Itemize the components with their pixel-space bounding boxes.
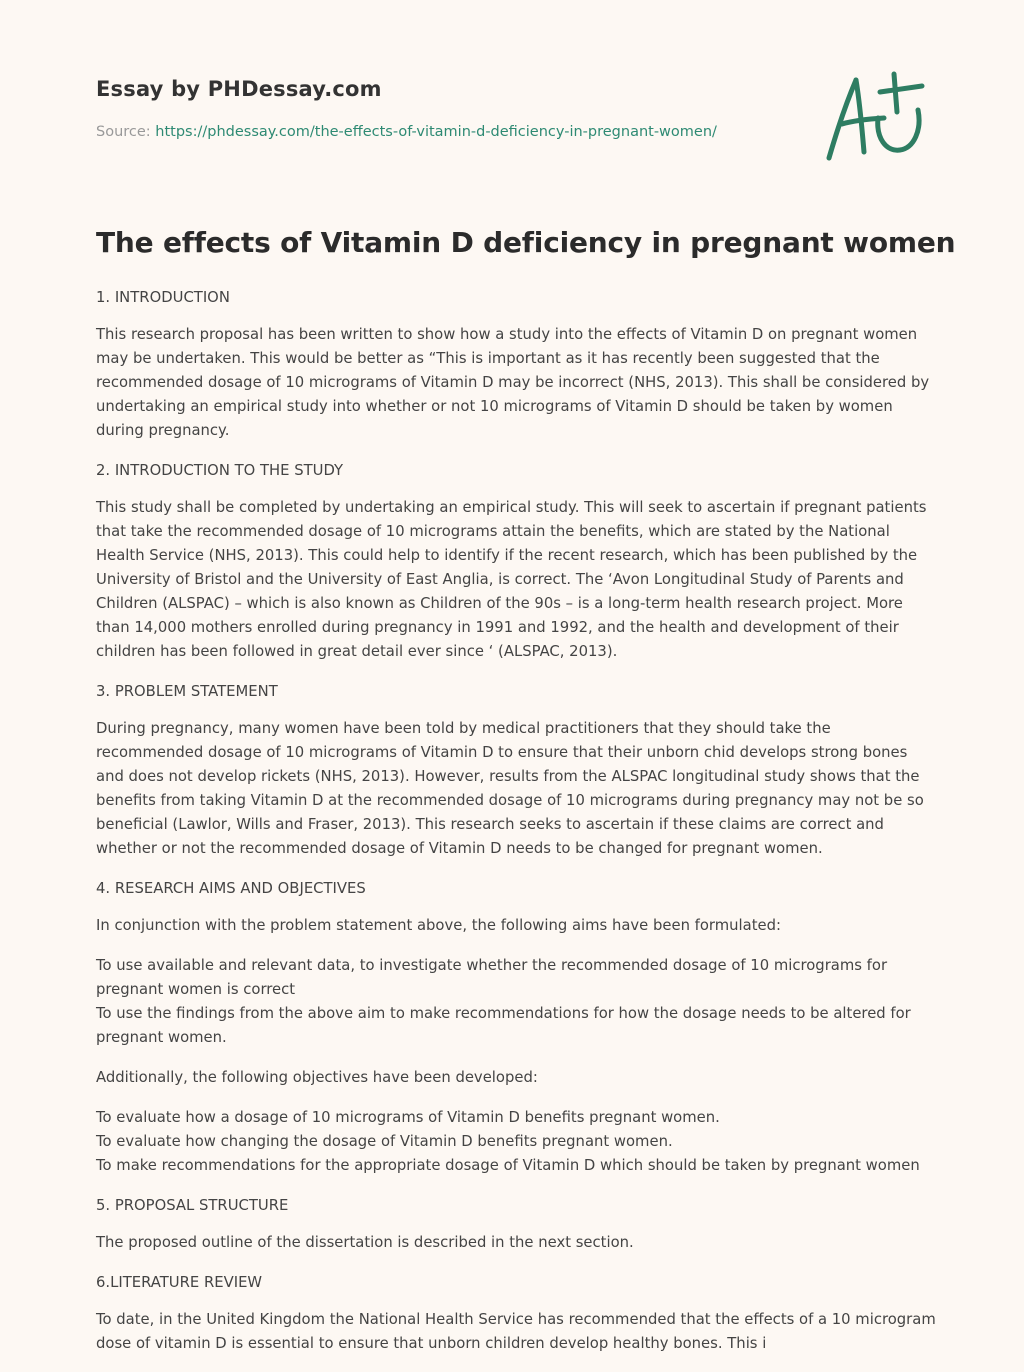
section-heading-literature-review: 6.LITERATURE REVIEW xyxy=(96,1274,263,1291)
source-link[interactable]: https://phdessay.com/the-effects-of-vitamin-d-deficiency-in-pregnant-women/ xyxy=(155,124,717,140)
aims-list xyxy=(96,954,936,1050)
list-item: To use available and relevant data, to investigate whether the recommended dosage of 10 micrograms for pregnant women is correct xyxy=(96,957,888,998)
section-heading-aims-objectives: 4. RESEARCH AIMS AND OBJECTIVES xyxy=(96,880,366,897)
section-heading-proposal-structure: 5. PROPOSAL STRUCTURE xyxy=(96,1197,289,1214)
paragraph: This research proposal has been written to show how a study into the effects of Vitamin D on pregnant women may be undertaken. This would be better as “This is important as it has recently been suggested that the recommended dosage of 10 micrograms of Vitamin D may be incorrect (NHS, 2013). This shall be considered by undertaking an empirical study into whether or not 10 micrograms of Vitamin D should be taken by women during pregnancy. xyxy=(96,326,930,439)
paragraph: During pregnancy, many women have been told by medical practitioners that they should take the recommended dosage of 10 micrograms of Vitamin D to ensure that their unborn chid develops strong bones and does not develop rickets (NHS, 2013). However, results from the ALSPAC longitudinal study shows that the benefits from taking Vitamin D at the recommended dosage of 10 micrograms during pregnancy may not be so beneficial (Lawlor, Wills and Fraser, 2013). This research seeks to ascertain if these claims are correct and whether or not the recommended dosage of Vitamin D needs to be changed for pregnant women. xyxy=(96,720,924,857)
section-heading-problem-statement: 3. PROBLEM STATEMENT xyxy=(96,683,278,700)
list-item: To make recommendations for the appropriate dosage of Vitamin D which should be taken by pregnant women xyxy=(96,1157,920,1174)
source-line xyxy=(96,124,717,140)
paragraph: To date, in the United Kingdom the National Health Service has recommended that the effects of a 10 microgram dose of vitamin D is essential to ensure that unborn children develop healthy bones. This i xyxy=(96,1311,936,1352)
section-heading-introduction: 1. INTRODUCTION xyxy=(96,289,230,306)
paragraph: This study shall be completed by undertaking an empirical study. This will seek to ascertain if pregnant patients that take the recommended dosage of 10 micrograms attain the benefits, which are stated by the National Health Service (NHS, 2013). This could help to identify if the recent research, which has been published by the University of Bristol and the University of East Anglia, is correct. The ‘Avon Longitudinal Study of Parents and Children (ALSPAC) – which is also known as Children of the 90s – is a long-term health research project. More than 14,000 mothers enrolled during pregnancy in 1991 and 1992, and the health and development of their children has been followed in great detail ever since ‘ (ALSPAC, 2013). xyxy=(96,499,927,660)
objectives-list xyxy=(96,1106,936,1178)
source-label: Source: xyxy=(96,124,151,140)
section-heading-introduction-to-study: 2. INTRODUCTION TO THE STUDY xyxy=(96,462,344,479)
paragraph: In conjunction with the problem statement above, the following aims have been formulated: xyxy=(96,917,781,934)
essay-title: The effects of Vitamin D deficiency in pregnant women xyxy=(96,226,956,259)
list-item: To use the findings from the above aim to make recommendations for how the dosage needs to be altered for pregnant women. xyxy=(96,1005,911,1046)
paragraph: The proposed outline of the dissertation is described in the next section. xyxy=(96,1234,634,1251)
site-title: Essay by PHDessay.com xyxy=(96,77,382,101)
essay-body xyxy=(96,286,936,1372)
list-item: To evaluate how a dosage of 10 micrograms of Vitamin D benefits pregnant women. xyxy=(96,1109,720,1126)
a-plus-logo-icon xyxy=(822,68,928,164)
paragraph: Additionally, the following objectives have been developed: xyxy=(96,1069,538,1086)
list-item: To evaluate how changing the dosage of Vitamin D benefits pregnant women. xyxy=(96,1133,673,1150)
